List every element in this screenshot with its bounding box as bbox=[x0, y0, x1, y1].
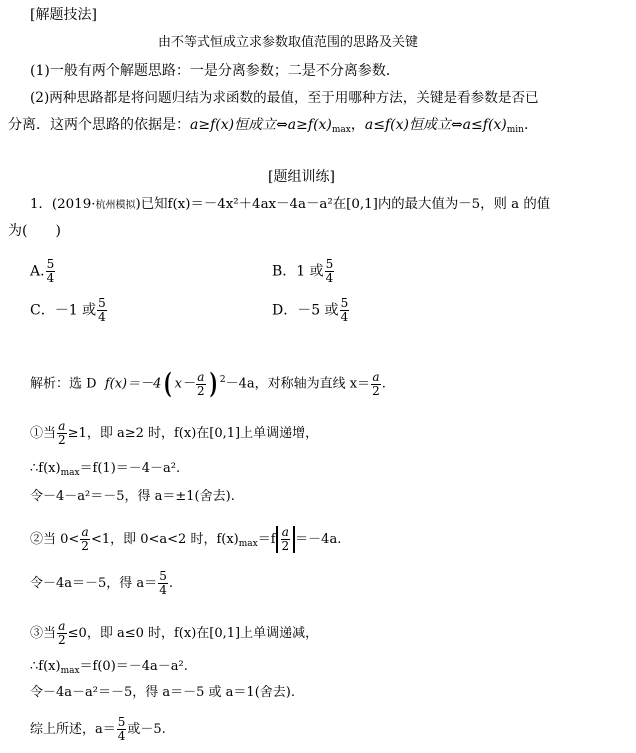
question-1-line2: 为( ) bbox=[8, 223, 61, 239]
axis-frac-num: a bbox=[372, 369, 380, 384]
option-b-num: 5 bbox=[325, 257, 334, 271]
case3-frac-num: a bbox=[58, 619, 66, 633]
case3-frac-den: 2 bbox=[58, 633, 66, 647]
q1-prefix: 1．(2019· bbox=[30, 197, 96, 212]
intro-end: . bbox=[381, 376, 386, 392]
option-c-den: 4 bbox=[98, 310, 106, 324]
case2-line2-a: 令－4a＝－5，得 a＝ bbox=[30, 576, 158, 591]
case2-box-num: a bbox=[281, 525, 289, 539]
case3-line2: ∴f(x) bbox=[30, 659, 61, 674]
option-d-label: D．－5 或 bbox=[272, 302, 339, 319]
section-label: [解题技法] bbox=[30, 7, 97, 23]
case1-line2-rest: ＝f(1)＝－4－a². bbox=[79, 461, 181, 476]
summary-a: 综上所述，a＝ bbox=[30, 722, 116, 737]
p2b-sub1: max bbox=[331, 125, 351, 135]
summary bbox=[30, 716, 166, 743]
q1-rest: )已知f(x)＝－4x²＋4ax－4a－a²在[0,1]内的最大值为－5，则 a 的值 bbox=[135, 197, 551, 212]
solution-intro bbox=[30, 367, 386, 400]
case3-line2-sub: max bbox=[60, 666, 80, 676]
case3-b: ≤0，即 a≤0 时，f(x)在[0,1]上单调递减， bbox=[67, 626, 319, 641]
option-d-fraction bbox=[340, 297, 350, 324]
option-c-label: C．－1 或 bbox=[30, 302, 97, 319]
q1-source: 杭州模拟 bbox=[95, 200, 136, 211]
option-d-den: 4 bbox=[340, 310, 349, 324]
option-d-num: 5 bbox=[340, 296, 349, 310]
right-paren-icon: ) bbox=[209, 367, 218, 400]
paragraph-1: (1)一般有两个解题思路：一是分离参数；二是不分离参数． bbox=[30, 63, 400, 79]
p2b-end: . bbox=[523, 117, 529, 133]
case-2 bbox=[30, 526, 341, 553]
case-2-line2 bbox=[30, 570, 173, 597]
intro-inner: x－ bbox=[174, 376, 195, 392]
option-a-den: 4 bbox=[46, 271, 55, 285]
intro-sq: 2 bbox=[219, 374, 226, 385]
case-1-line3: 令－4－a²＝－5，得 a＝±1(舍去). bbox=[30, 489, 235, 504]
option-a-fraction bbox=[46, 258, 56, 285]
case1-fraction bbox=[57, 420, 67, 447]
case-1 bbox=[30, 420, 318, 447]
case2-a: ②当 0< bbox=[30, 532, 80, 547]
option-c-fraction bbox=[97, 297, 107, 324]
case3-fraction bbox=[57, 620, 67, 647]
case1-frac-num: a bbox=[58, 419, 66, 433]
option-b-fraction bbox=[325, 258, 335, 285]
case-1-line2 bbox=[30, 461, 181, 478]
case2-line2-end: . bbox=[168, 576, 173, 591]
training-label: [题组训练] bbox=[268, 169, 335, 185]
case1-b: ≥1，即 a≥2 时，f(x)在[0,1]上单调递增， bbox=[67, 426, 319, 441]
case-3-line2 bbox=[30, 659, 188, 676]
paragraph-2a: (2)两种思路都是将问题归结为求函数的最值，至于用哪种方法，关键是看参数是否已 bbox=[30, 90, 539, 106]
case1-line2-sub: max bbox=[60, 468, 80, 478]
summary-den: 4 bbox=[117, 729, 126, 743]
case2-b: <1，即 0<a<2 时，f(x) bbox=[90, 532, 239, 547]
option-c[interactable] bbox=[30, 297, 108, 324]
case2-sub: max bbox=[238, 539, 258, 549]
summary-num: 5 bbox=[117, 715, 126, 729]
case1-frac-den: 2 bbox=[58, 433, 66, 447]
case3-a: ③当 bbox=[30, 626, 57, 641]
axis-fraction bbox=[371, 371, 381, 398]
case2-fraction bbox=[80, 526, 90, 553]
case2-box bbox=[276, 526, 296, 553]
option-b-label: B．1 或 bbox=[272, 263, 324, 280]
case2-d: ＝－4a. bbox=[295, 532, 342, 547]
case2-frac-num: a bbox=[81, 525, 89, 539]
axis-frac-den: 2 bbox=[372, 383, 380, 398]
p2b-formula1: a≥f(x)恒成立⇔a≥f(x) bbox=[190, 117, 332, 133]
option-d[interactable] bbox=[272, 297, 350, 324]
case2-box-fraction bbox=[281, 526, 291, 553]
option-a[interactable] bbox=[30, 258, 56, 285]
option-b-den: 4 bbox=[325, 271, 334, 285]
intro-label: 解析：选 D bbox=[30, 376, 97, 392]
p2b-prefix: 分离．这两个思路的依据是： bbox=[8, 117, 190, 133]
case2-line2-den: 4 bbox=[159, 583, 167, 597]
paragraph-2b bbox=[8, 117, 529, 135]
p2b-formula2: a≤f(x)恒成立⇔a≤f(x) bbox=[364, 117, 507, 133]
summary-b: 或－5. bbox=[127, 722, 166, 737]
option-c-num: 5 bbox=[98, 296, 106, 310]
title: 由不等式恒成立求参数取值范围的思路及关键 bbox=[158, 35, 419, 50]
option-b[interactable] bbox=[272, 258, 335, 285]
intro-frac-num: a bbox=[197, 369, 205, 384]
intro-fraction bbox=[196, 371, 206, 398]
p2b-sub2: min bbox=[506, 125, 524, 135]
case2-line2-fraction bbox=[158, 570, 168, 597]
case1-line2: ∴f(x) bbox=[30, 461, 61, 476]
case2-box-den: 2 bbox=[281, 539, 290, 553]
case3-line2-rest: ＝f(0)＝－4a－a². bbox=[79, 659, 188, 674]
case2-c: ＝f bbox=[257, 532, 276, 547]
intro-rest: －4a，对称轴为直线 x＝ bbox=[225, 376, 371, 392]
left-paren-icon: ( bbox=[164, 367, 172, 400]
p2b-mid: ， bbox=[350, 117, 365, 133]
case2-line2-num: 5 bbox=[159, 569, 167, 583]
option-a-num: 5 bbox=[46, 257, 55, 271]
case-3-line3: 令－4a－a²＝－5，得 a＝－5 或 a＝1(舍去). bbox=[30, 685, 295, 700]
question-1-line1 bbox=[30, 198, 550, 211]
case2-frac-den: 2 bbox=[81, 539, 89, 553]
case1-a: ①当 bbox=[30, 426, 57, 441]
intro-fx: f(x)＝－4 bbox=[104, 376, 162, 392]
summary-fraction bbox=[117, 716, 127, 743]
intro-frac-den: 2 bbox=[196, 383, 205, 398]
case-3 bbox=[30, 620, 318, 647]
option-a-label: A. bbox=[30, 263, 45, 280]
